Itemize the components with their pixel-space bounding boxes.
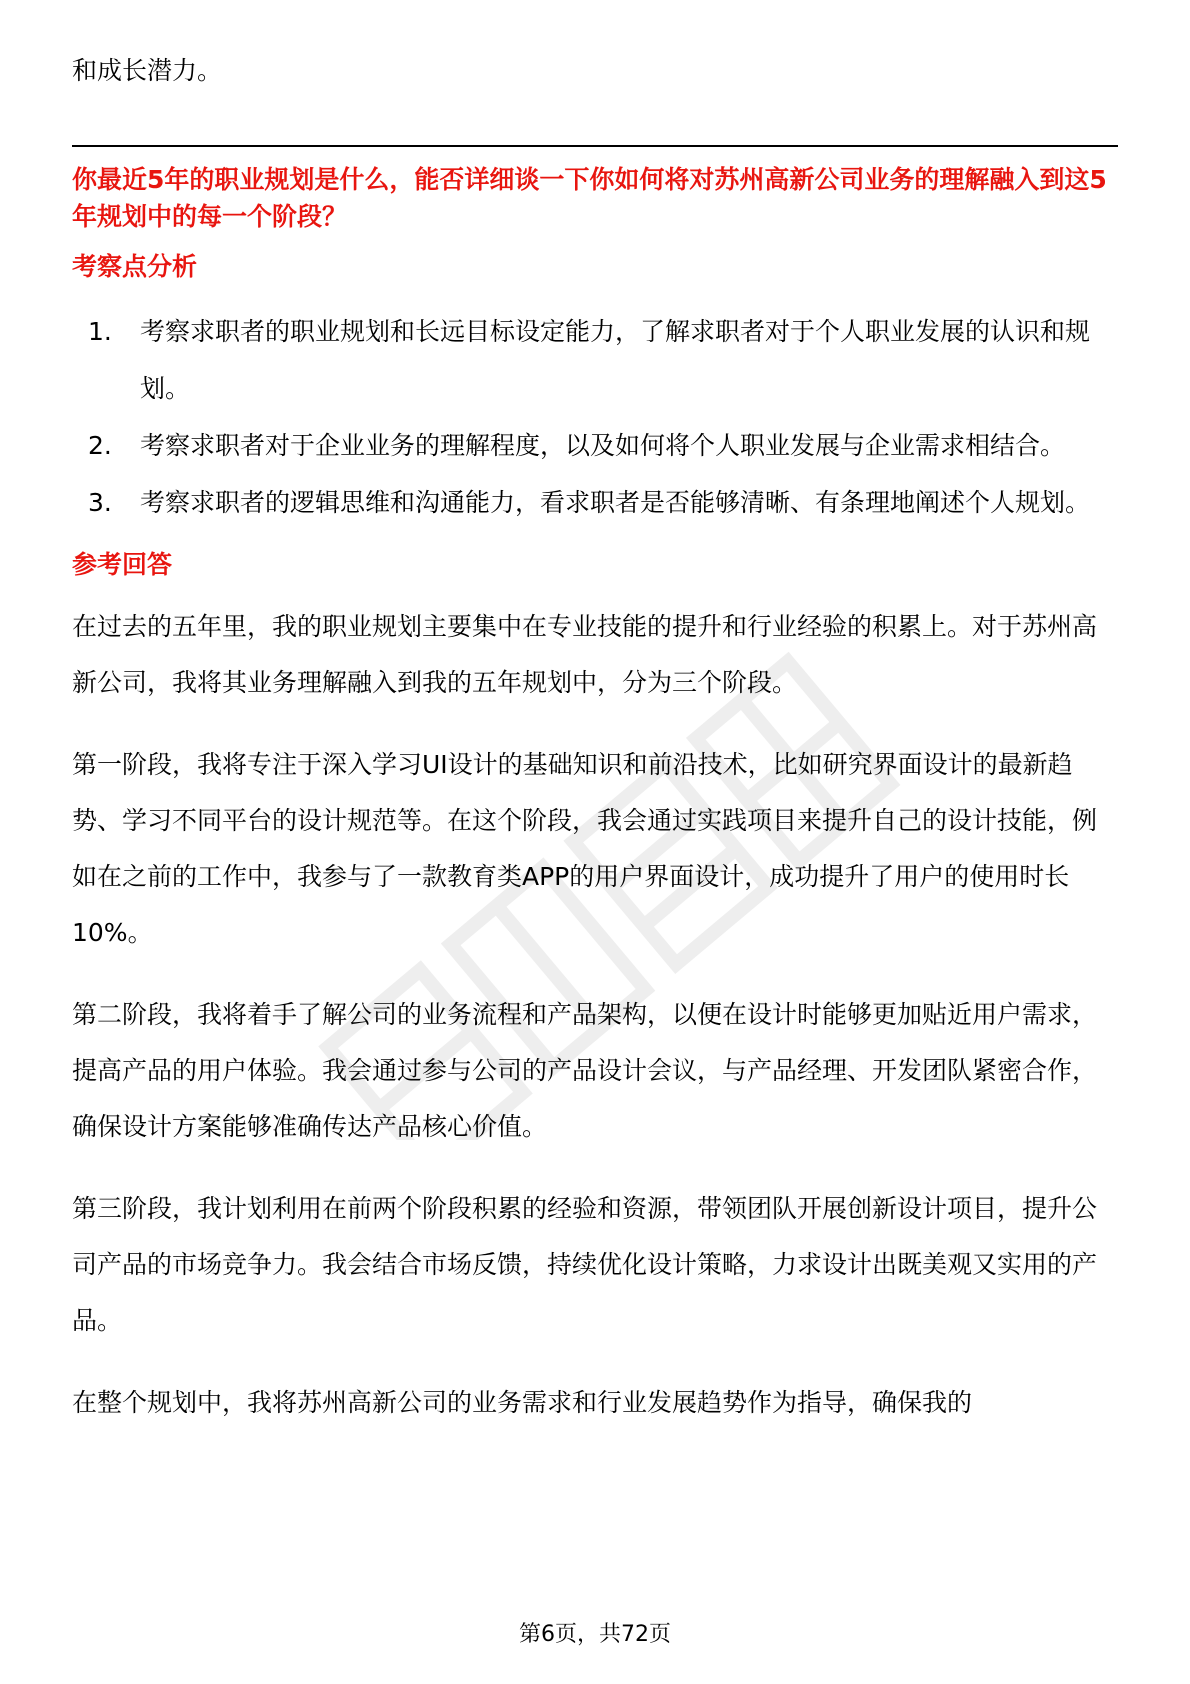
analysis-point-number: 1. <box>88 317 112 346</box>
analysis-point <box>88 474 1118 531</box>
analysis-point-text: 考察求职者的职业规划和长远目标设定能力，了解求职者对于个人职业发展的认识和规划。 <box>140 317 1091 403</box>
answer-paragraph: 第三阶段，我计划利用在前两个阶段积累的经验和资源，带领团队开展创新设计项目，提升公司产品的市场竞争力。我会结合市场反馈，持续优化设计策略，力求设计出既美观又实用的产品。 <box>72 1194 1098 1335</box>
continued-text: 和成长潜力。 <box>72 56 223 85</box>
analysis-point-number: 3. <box>88 488 112 517</box>
answer-heading: 参考回答 <box>72 550 173 579</box>
analysis-point <box>88 303 1118 417</box>
analysis-heading: 考察点分析 <box>72 252 198 281</box>
answer-paragraph: 第一阶段，我将专注于深入学习UI设计的基础知识和前沿技术，比如研究界面设计的最新趋势、学习不同平台的设计规范等。在这个阶段，我会通过实践项目来提升自己的设计技能，例如在之前的工作中，我参与了一款教育类APP的用户界面设计，成功提升了用户的使用时长10%。 <box>72 750 1098 947</box>
answer-paragraph: 在过去的五年里，我的职业规划主要集中在专业技能的提升和行业经验的积累上。对于苏州高新公司，我将其业务理解融入到我的五年规划中，分为三个阶段。 <box>72 612 1098 697</box>
analysis-point <box>88 417 1118 474</box>
analysis-point-text: 考察求职者对于企业业务的理解程度，以及如何将个人职业发展与企业需求相结合。 <box>140 431 1066 460</box>
page-number-footer: 第6页，共72页 <box>519 1622 671 1647</box>
answer-paragraph: 第二阶段，我将着手了解公司的业务流程和产品架构，以便在设计时能够更加贴近用户需求，提高产品的用户体验。我会通过参与公司的产品设计会议，与产品经理、开发团队紧密合作，确保设计方案能够准确传达产品核心价值。 <box>72 1000 1098 1141</box>
interview-question: 你最近5年的职业规划是什么，能否详细谈一下你如何将对苏州高新公司业务的理解融入到这5年规划中的每一个阶段？ <box>72 165 1107 231</box>
analysis-points-list <box>72 303 1118 531</box>
section-divider <box>72 145 1118 147</box>
page-content <box>72 44 1118 1457</box>
answer-paragraph: 在整个规划中，我将苏州高新公司的业务需求和行业发展趋势作为指导，确保我的 <box>72 1388 973 1417</box>
analysis-point-number: 2. <box>88 431 112 460</box>
analysis-point-text: 考察求职者的逻辑思维和沟通能力，看求职者是否能够清晰、有条理地阐述个人规划。 <box>140 488 1091 517</box>
